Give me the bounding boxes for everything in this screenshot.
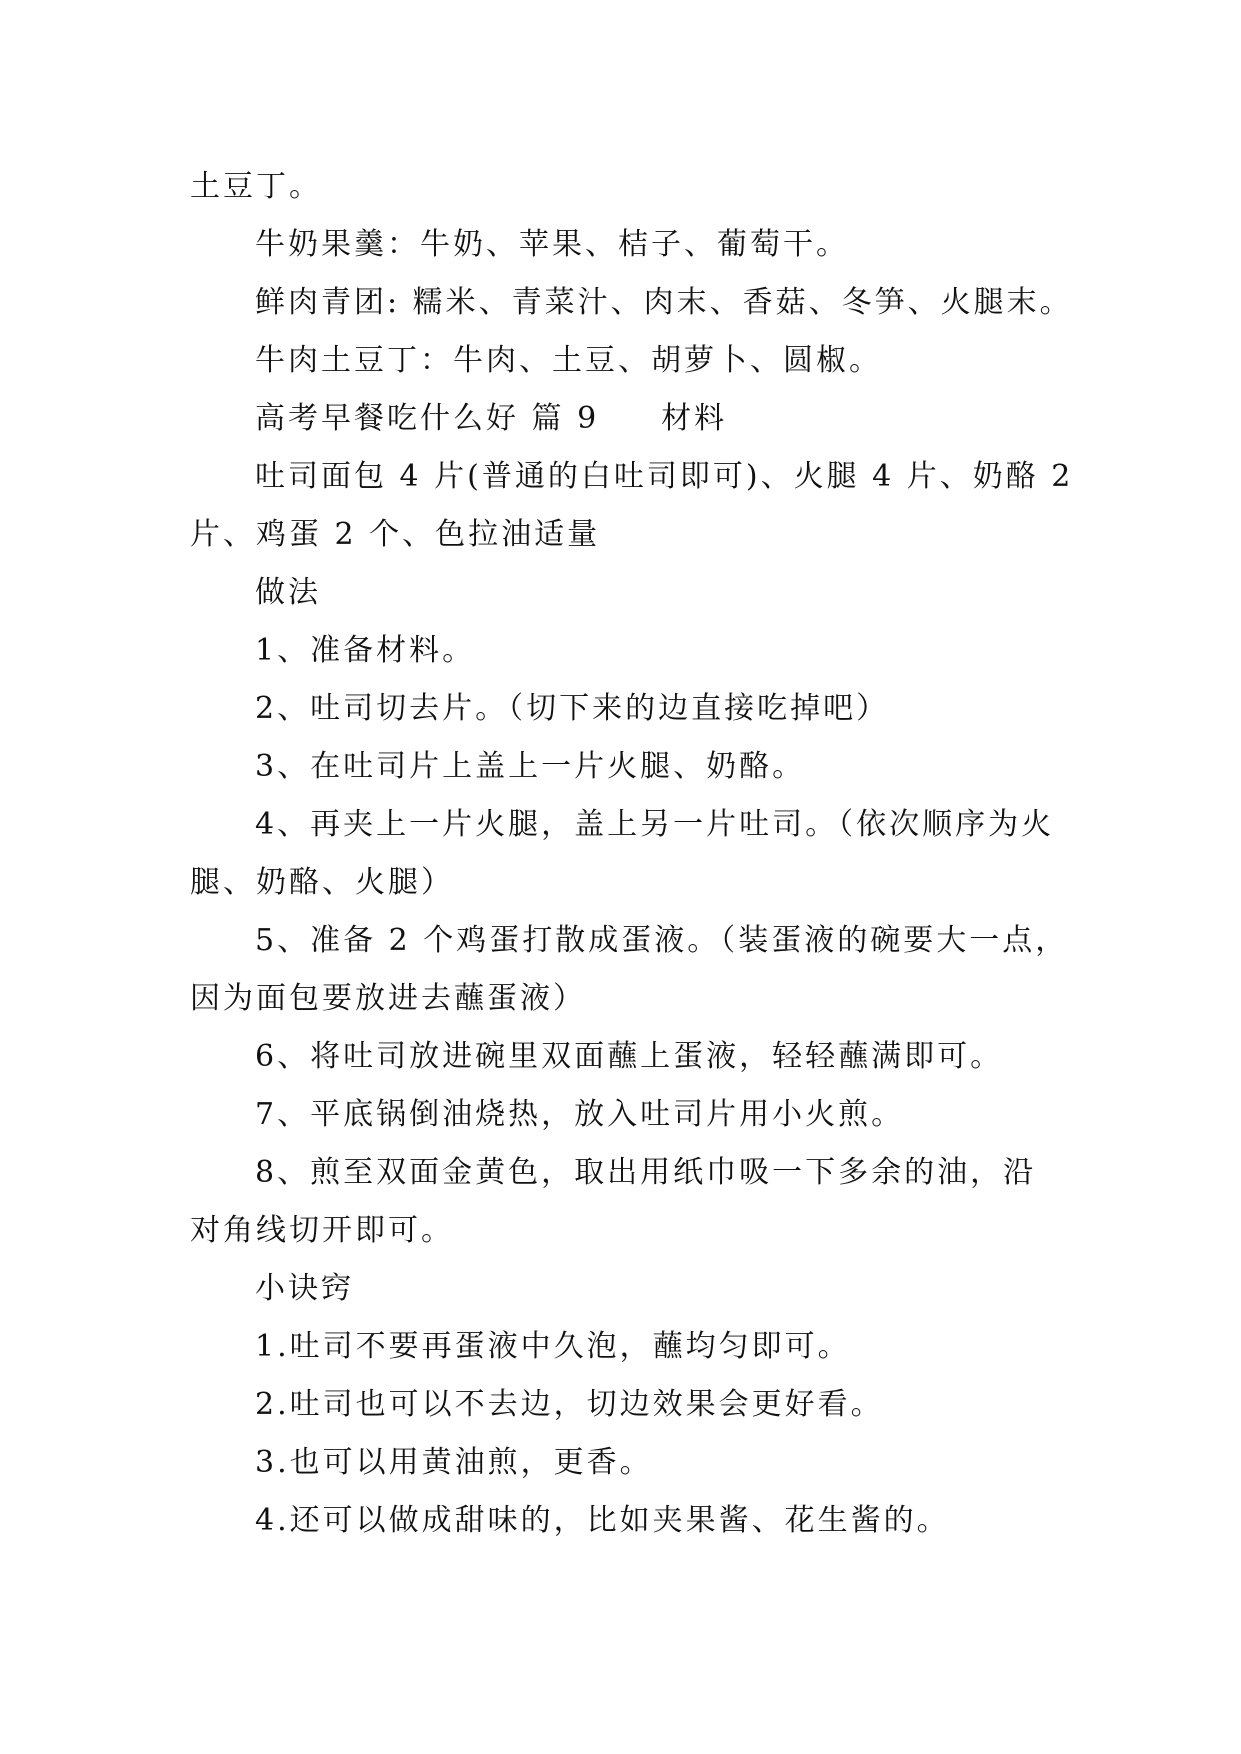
text-line: 4.还可以做成甜味的，比如夹果酱、花生酱的。 (255, 1503, 950, 1538)
text-line: 4、再夹上一片火腿，盖上另一片吐司。（依次顺序为火 (255, 807, 1055, 842)
step-5-cont (190, 970, 1052, 1028)
step-5 (190, 912, 1069, 970)
section-title: 高考早餐吃什么好 篇 9 (255, 401, 600, 436)
text-line: 1、准备材料。 (255, 633, 476, 668)
text-line: 对角线切开即可。 (190, 1213, 454, 1248)
text-line: 做法 (255, 575, 321, 610)
step-4 (190, 796, 1055, 854)
text-line: 7、平底锅倒油烧热，放入吐司片用小火煎。 (255, 1097, 905, 1132)
step-7 (190, 1086, 1052, 1144)
tip-2 (190, 1376, 1052, 1434)
paragraph-milk-fruit-soup (190, 216, 1052, 274)
step-3 (190, 738, 1052, 796)
text-line: 土豆丁。 (190, 169, 322, 204)
paragraph-tudouding-end (190, 158, 1052, 216)
section-heading-9 (190, 390, 1052, 448)
step-4-cont (190, 854, 1052, 912)
paragraph-ingredients-cont (190, 506, 1052, 564)
paragraph-ingredients (190, 448, 1074, 506)
document-body (190, 158, 1074, 1550)
method-label (190, 564, 1052, 622)
text-line: 2、吐司切去片。（切下来的边直接吃掉吧） (255, 691, 890, 726)
text-line: 1.吐司不要再蛋液中久泡，蘸均匀即可。 (255, 1329, 851, 1364)
step-8-cont (190, 1202, 1052, 1260)
text-line: 3、在吐司片上盖上一片火腿、奶酪。 (255, 749, 806, 784)
text-line: 鲜肉青团: 糯米、青菜汁、肉末、香菇、冬笋、火腿末。 (255, 285, 1073, 320)
paragraph-fresh-meat-qingtuan (190, 274, 1073, 332)
text-line: 8、煎至双面金黄色，取出用纸巾吸一下多余的油，沿 (255, 1155, 1037, 1190)
text-line: 5、准备 2 个鸡蛋打散成蛋液。（装蛋液的碗要大一点， (255, 923, 1069, 958)
materials-label: 材料 (661, 401, 728, 436)
step-6 (190, 1028, 1052, 1086)
tips-label (190, 1260, 1052, 1318)
text-line: 片、鸡蛋 2 个、色拉油适量 (190, 517, 601, 552)
text-line: 2.吐司也可以不去边，切边效果会更好看。 (255, 1387, 884, 1422)
text-line: 小诀窍 (255, 1271, 354, 1306)
tip-4 (190, 1492, 1052, 1550)
step-8 (190, 1144, 1052, 1202)
step-2 (190, 680, 1052, 738)
text-line: 吐司面包 4 片(普通的白吐司即可)、火腿 4 片、奶酪 2 (255, 459, 1074, 494)
text-line: 牛肉土豆丁：牛肉、土豆、胡萝卜、圆椒。 (255, 343, 882, 378)
text-line: 3.也可以用黄油煎，更香。 (255, 1445, 653, 1480)
tip-3 (190, 1434, 1052, 1492)
tip-1 (190, 1318, 1052, 1376)
text-line: 因为面包要放进去蘸蛋液） (190, 981, 586, 1016)
step-1 (190, 622, 1052, 680)
text-line: 6、将吐司放进碗里双面蘸上蛋液，轻轻蘸满即可。 (255, 1039, 1004, 1074)
paragraph-beef-potato (190, 332, 1052, 390)
text-line: 腿、奶酪、火腿） (190, 865, 454, 900)
text-line: 牛奶果羹：牛奶、苹果、桔子、葡萄干。 (255, 227, 849, 262)
